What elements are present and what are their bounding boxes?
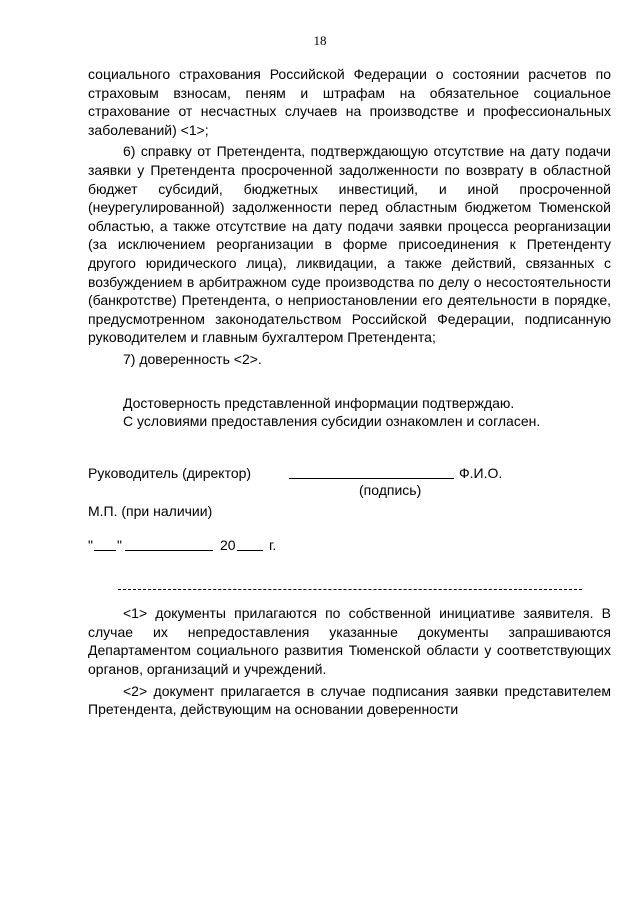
footnotes bbox=[88, 604, 611, 719]
attestation-line-2: С условиями предоставления субсидии ознакомлен и согласен. bbox=[123, 413, 541, 430]
attestation-line-1: Достоверность представленной информации подтверждаю. bbox=[123, 394, 515, 411]
month-blank bbox=[125, 550, 213, 551]
signature-caption-row bbox=[88, 481, 611, 502]
paragraph-item-6: 6) справку от Претендента, подтверждающую отсутствие на дату подачи заявки у Претендента просроченной задолженности по возврату в областной бюджет субсидий, бюджетных инвестиций, и иной просроченной (неурегулированной) задолженности перед областным бюджетом Тюменской областью, а также отсутствие на дату подачи заявки процесса реорганизации (за исключением реорганизации в форме присоединения к Претенденту другого юридического лица), ликвидации, а также действий, связанных с возбуждением в арбитражном суде производства по делу о несостоятельности (банкротстве) Претендента, о неприостановлении его деятельности в порядке, предусмотренном законодательством Российской Федерации, подписанную руководителем и главным бухгалтером Претендента; bbox=[88, 143, 611, 346]
document-body bbox=[88, 65, 611, 719]
page-number: 18 bbox=[313, 33, 327, 48]
paragraph-continuation: социального страхования Российской Федерации о состоянии расчетов по страховым взносам, пеням и штрафам на обязательное социальное страхование от несчастных случаев на производстве и профессиональных заболеваний) <1>; bbox=[88, 66, 611, 138]
date-open-quote: " bbox=[88, 537, 93, 554]
signature-row bbox=[88, 464, 611, 484]
attestation-block bbox=[88, 394, 611, 431]
year-prefix: 20 bbox=[220, 537, 236, 554]
date-row bbox=[88, 536, 611, 556]
signatory-role: Руководитель (директор) bbox=[88, 464, 252, 481]
day-blank bbox=[94, 550, 116, 551]
signature-line bbox=[289, 478, 454, 479]
year-blank bbox=[237, 550, 263, 551]
paragraph-item-7: 7) доверенность <2>. bbox=[123, 350, 262, 367]
signatory-name-label: Ф.И.О. bbox=[459, 464, 503, 481]
footnote-separator bbox=[118, 589, 582, 590]
date-close-quote: " bbox=[117, 537, 122, 554]
year-suffix: г. bbox=[269, 537, 277, 554]
stamp-label: М.П. (при наличии) bbox=[88, 502, 213, 519]
footnote-1: <1> документы прилагаются по собственной инициативе заявителя. В случае их непредоставления указанные документы запрашиваются Департаментом социального развития Тюменской области у соответствующих органов, организаций и учреждений. bbox=[88, 605, 611, 678]
footnote-2: <2> документ прилагается в случае подписания заявки представителем Претендента, действующим на основании доверенности bbox=[88, 682, 611, 718]
signature-caption: (подпись) bbox=[359, 481, 422, 498]
